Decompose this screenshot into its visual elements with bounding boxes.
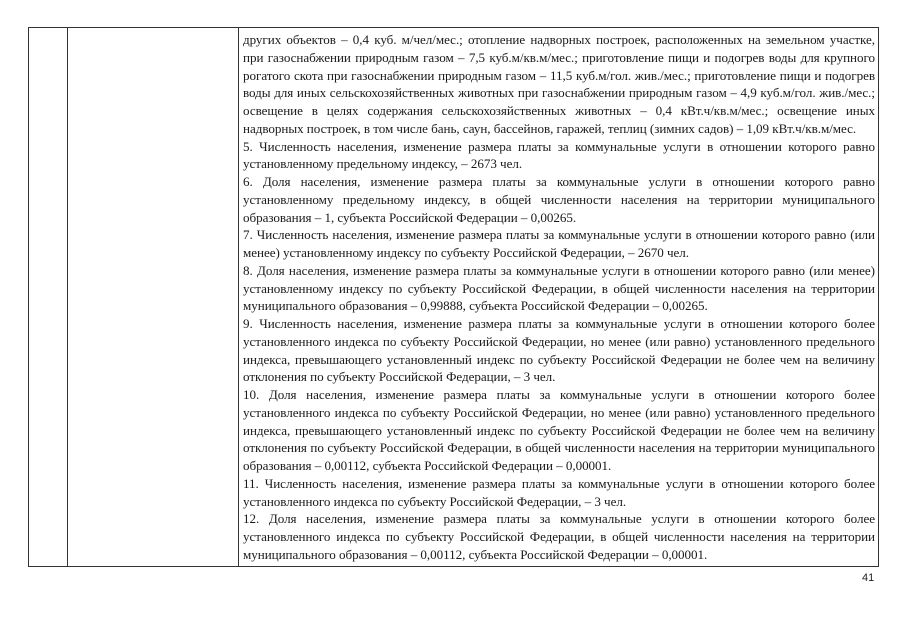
paragraph-item-12: 12. Доля населения, изменение размера платы за коммунальные услуги в отношении которого более установленного индекса по субъекту Российской Федерации, в общей численности населения на территории муниципального образования – 0,00112, субъекта Российской Федерации – 0,00001.: [243, 511, 875, 562]
paragraph-item-6: 6. Доля населения, изменение размера платы за коммунальные услуги в отношении которого равно установленному предельному индексу, в общей численности населения на территории муниципального образования – 1, субъекта Российской Федерации – 0,00265.: [243, 174, 875, 225]
page-number: 41: [862, 572, 875, 584]
paragraph-item-13: [243, 564, 875, 567]
document-table: [28, 27, 879, 567]
paragraph-continuation: других объектов – 0,4 куб. м/чел/мес.; отопление надворных построек, расположенных на земельном участке, при газоснабжении природным газом – 7,5 куб.м/кв.м/мес.; приготовление пищи и подогрев воды для крупного рогатого скота при газоснабжении природным газом – 11,5 куб.м/гол. жив./мес.; приготовление пищи и подогрев воды для иных сельскохозяйственных животных при газоснабжении природным газом – 4,9 куб.м/гол. жив./мес.; освещение в целях содержания сельскохозяйственных животных – 0,4 кВт.ч/кв.м/мес.; освещение иных надворных построек, в том числе бань, саун, бассейнов, гаражей, теплиц (зимних садов) – 1,09 кВт.ч/кв.м/мес.: [243, 32, 875, 136]
column-divider-2: [238, 28, 239, 566]
paragraph-item-8: 8. Доля населения, изменение размера платы за коммунальные услуги в отношении которого равно (или менее) установленному индексу по субъекту Российской Федерации, в общей численности населения на территории муниципального образования – 0,99888, субъекта Российской Федерации – 0,00265.: [243, 262, 875, 314]
paragraph-item-10: 10. Доля населения, изменение размера платы за коммунальные услуги в отношении которого более установленного индекса по субъекту Российской Федерации, но менее (или равно) установленного предельного индекса, превышающего установленный индекс по субъекту Российской Федерации не более чем на величину отклонения по субъекту Российской Федерации, в общей численности населения на территории муниципального образования – 0,00112, субъекта Российской Федерации – 0,00001.: [243, 387, 875, 473]
paragraph-item-11: 11. Численность населения, изменение размера платы за коммунальные услуги в отношении которого более установленного индекса по субъекту Российской Федерации, – 3 чел.: [243, 475, 875, 509]
table-cell-content: [243, 31, 875, 566]
paragraph-item-9: 9. Численность населения, изменение размера платы за коммунальные услуги в отношении которого более установленного индекса по субъекту Российской Федерации, но менее (или равно) установленного предельного индекса, превышающего установленный индекс по субъекту Российской Федерации не более чем на величину отклонения по субъекту Российской Федерации, – 3 чел.: [243, 316, 875, 385]
column-divider-1: [67, 28, 68, 566]
paragraph-item-5: 5. Численность населения, изменение размера платы за коммунальные услуги в отношении которого равно установленному предельному индексу, – 2673 чел.: [243, 138, 875, 172]
paragraph-item-7: 7. Численность населения, изменение размера платы за коммунальные услуги в отношении которого равно (или менее) установленному индексу по субъекту Российской Федерации, – 2670 чел.: [243, 227, 875, 260]
